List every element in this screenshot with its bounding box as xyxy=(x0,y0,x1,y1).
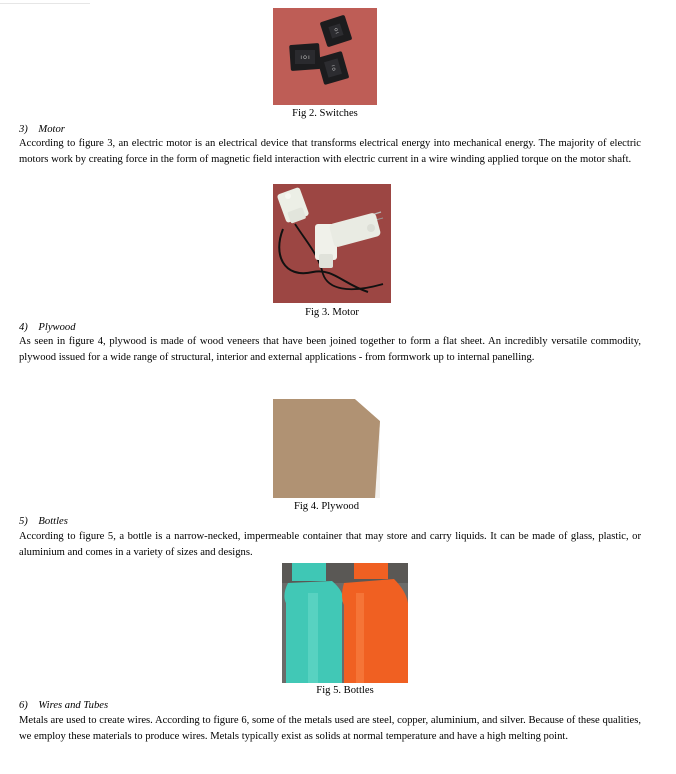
wires-heading xyxy=(19,700,108,712)
bottles-photo xyxy=(282,563,408,683)
plywood-number: 4) xyxy=(19,322,28,333)
switches-photo xyxy=(273,8,377,105)
motor-paragraph: According to figure 3, an electric motor is an electrical device that transforms electrical energy into mechanical energy. The majority of electric motors work by creating force in the form of magnetic field interaction with electric current in a wire winding applied torque on the motor shaft. xyxy=(19,138,641,165)
fig4-caption: Fig 4. Plywood xyxy=(293,501,360,512)
plywood-heading xyxy=(19,322,76,334)
page-top-rule xyxy=(0,0,90,4)
switch-2 xyxy=(289,43,321,71)
svg-text:I O: I O xyxy=(333,27,340,35)
bottles-heading xyxy=(19,516,68,528)
svg-text:I O I: I O I xyxy=(300,56,310,61)
motor-photo xyxy=(273,184,391,303)
fig5-caption: Fig 5. Bottles xyxy=(316,685,374,696)
bottles-paragraph: According to figure 5, a bottle is a narrow-necked, impermeable container that may store and carry liquids. It can be made of glass, plastic, or aluminium and comes in a variety of sizes and designs. xyxy=(19,531,641,558)
bottles-title: Bottles xyxy=(38,516,68,527)
svg-text:O I: O I xyxy=(330,64,337,72)
plywood-photo xyxy=(273,399,380,498)
motor-number: 3) xyxy=(19,124,28,135)
motor-title: Motor xyxy=(38,124,65,135)
wires-paragraph: Metals are used to create wires. According to figure 6, some of the metals used are steel, copper, aluminium, and silver. Because of these qualities, we employ these materials to produce wires. Metals typically exist as solids at normal temperature and have a high melting point. xyxy=(19,715,641,742)
fig3-caption: Fig 3. Motor xyxy=(305,307,359,318)
wires-title: Wires and Tubes xyxy=(38,700,109,711)
bottles-number: 5) xyxy=(19,516,28,527)
plywood-paragraph: As seen in figure 4, plywood is made of wood veneers that have been joined together to form a flat sheet. An incredibly versatile commodity, plywood issued for a wide range of structural, interior and external applications - from formwork up to internal panelling. xyxy=(19,336,641,363)
fig2-caption: Fig 2. Switches xyxy=(292,108,358,119)
motor-heading xyxy=(19,124,65,136)
plywood-title: Plywood xyxy=(38,322,76,333)
wires-number: 6) xyxy=(19,700,28,711)
